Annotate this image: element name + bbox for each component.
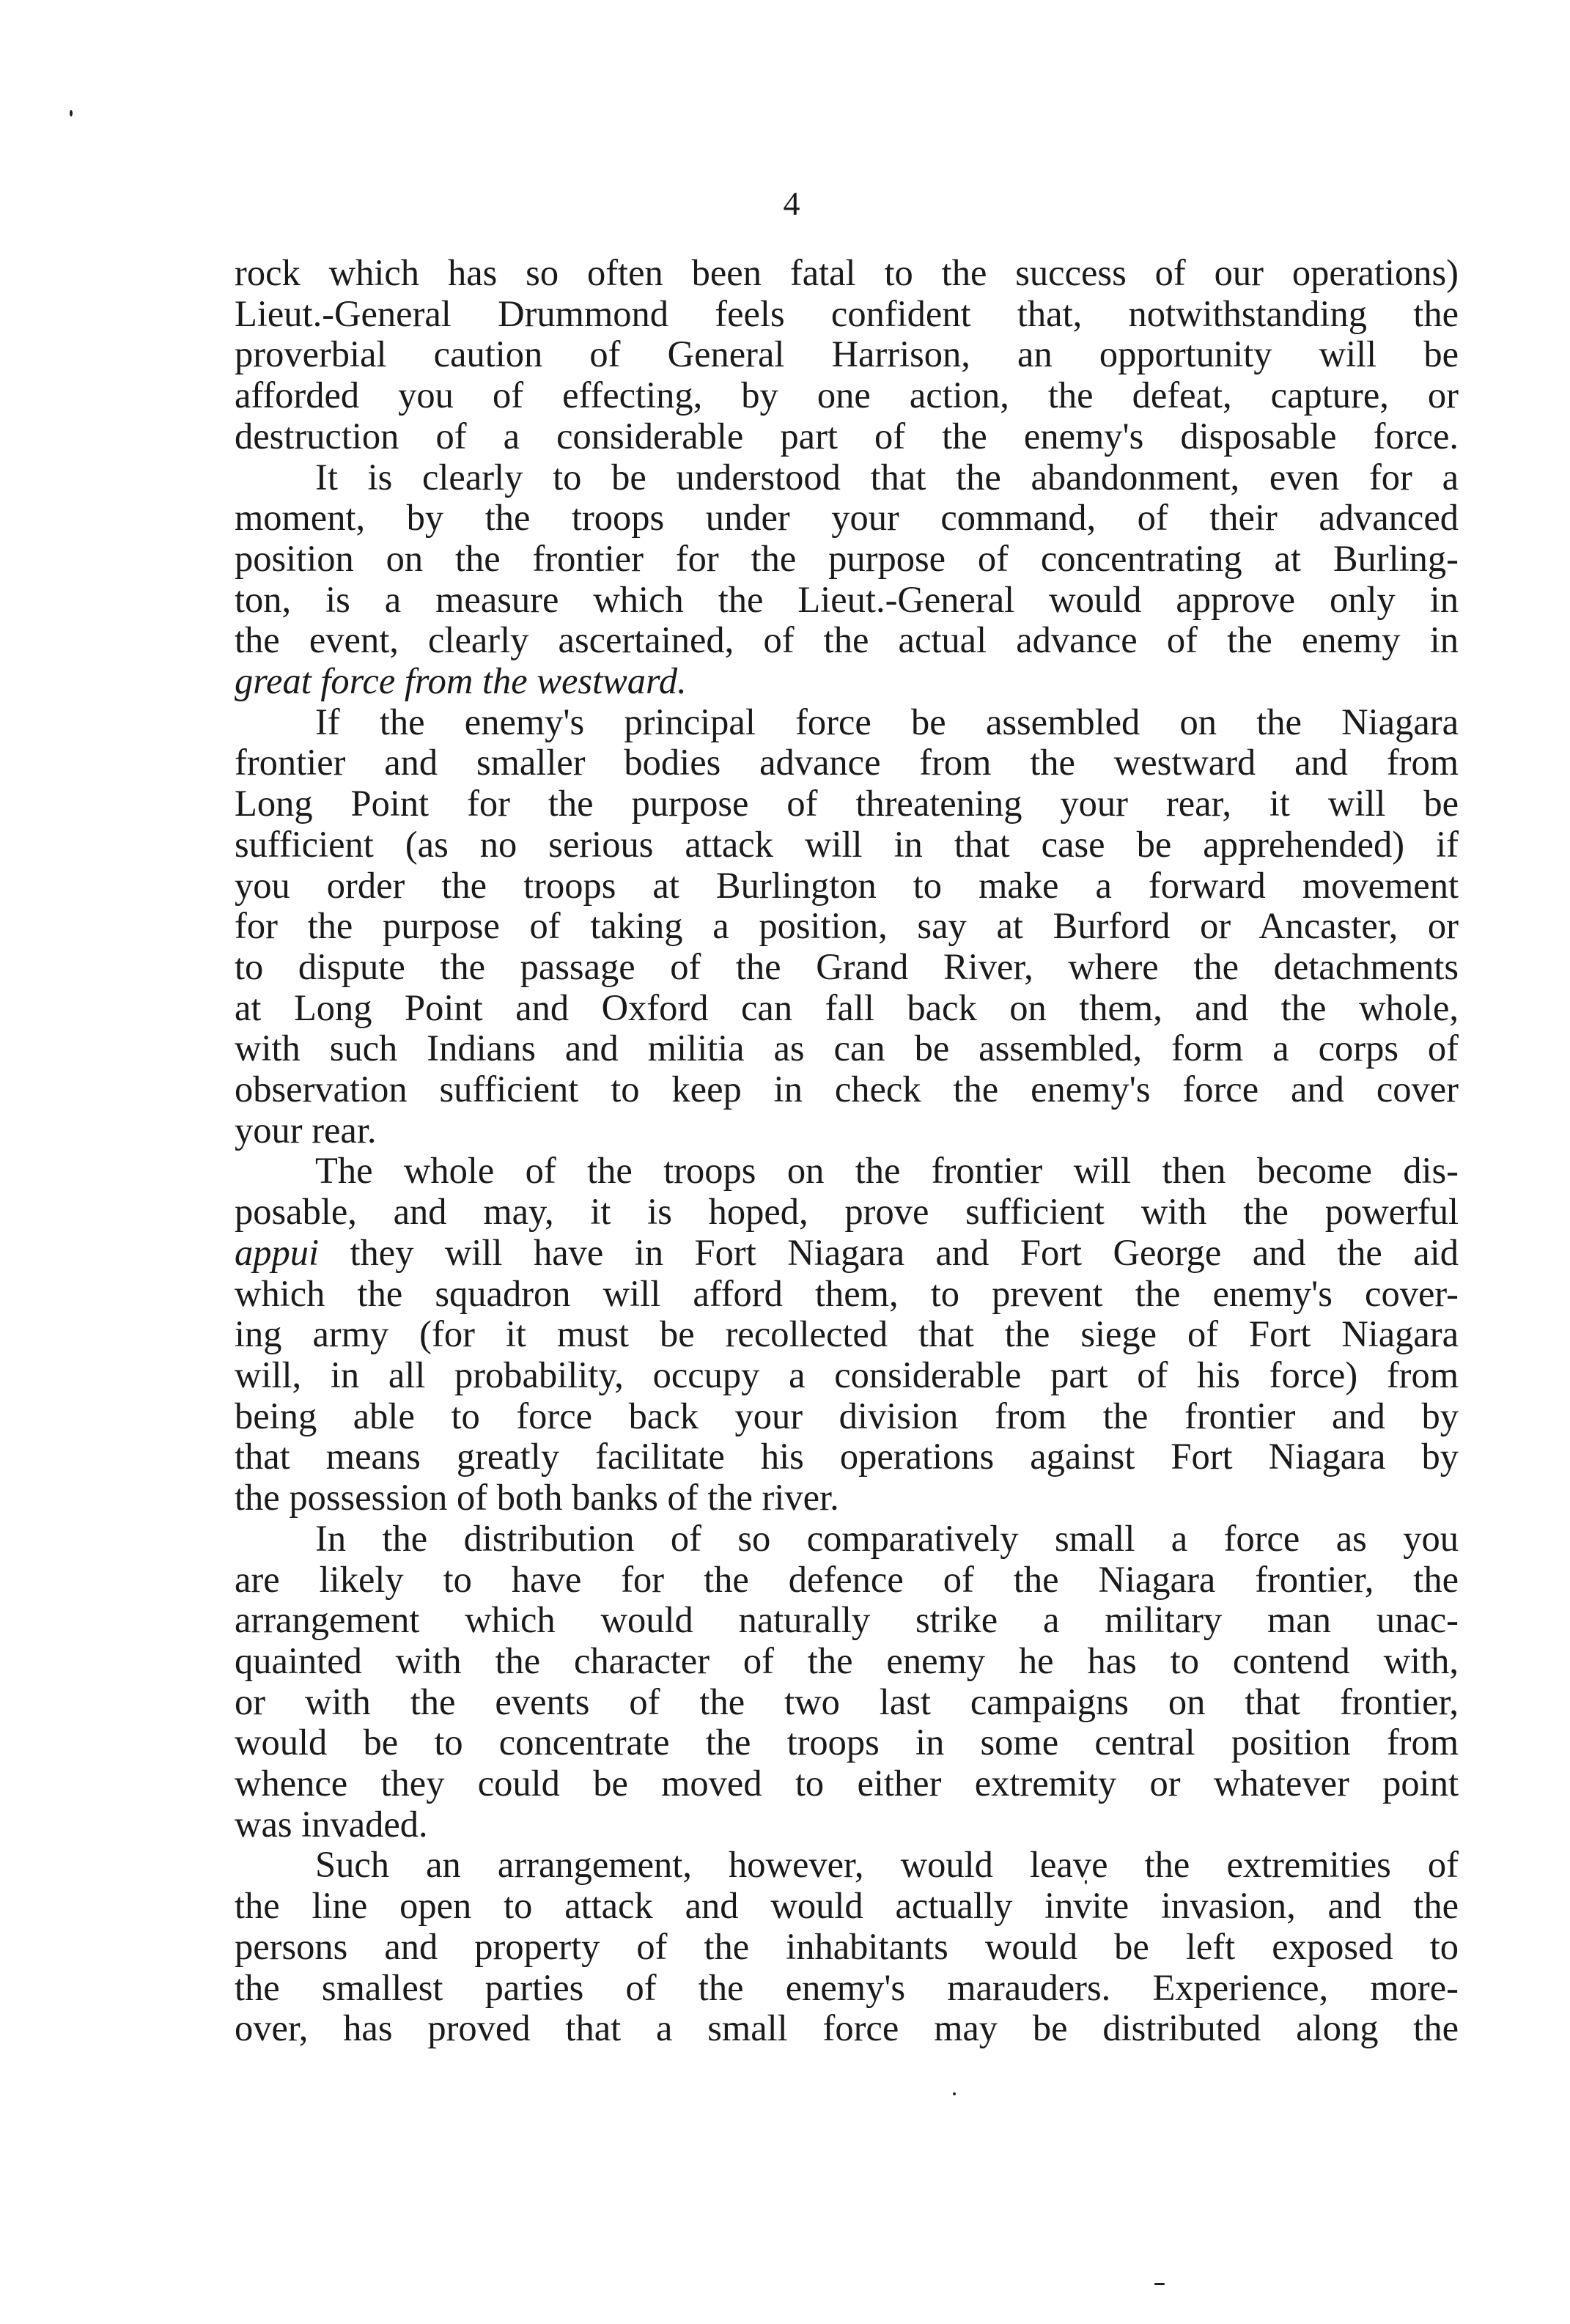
- text-line: persons and property of the inhabitants would be left exposed to: [235, 1925, 1459, 1967]
- text-line: quainted with the character of the enemy he has to contend with,: [235, 1639, 1459, 1681]
- text-line: ing army (for it must be recollected that the siege of Fort Niagara: [235, 1313, 1459, 1355]
- text-line: posable, and may, it is hoped, prove sufficient with the powerful: [235, 1191, 1459, 1233]
- text-line: the smallest parties of the enemy's marauders. Experience, more-: [235, 1966, 1459, 2008]
- text-line: ton, is a measure which the Lieut.-General would approve only in: [235, 578, 1459, 620]
- text-line: with such Indians and militia as can be assembled, form a corps of: [235, 1028, 1459, 1069]
- text-line: will, in all probability, occupy a considerable part of his force) from: [235, 1354, 1459, 1395]
- paragraph-6: [235, 1845, 1459, 2049]
- text-line: great force from the westward.: [235, 660, 687, 702]
- scan-speck: [953, 2092, 956, 2095]
- text-line: position on the frontier for the purpose of concentrating at Burling-: [235, 537, 1459, 579]
- text-line: afforded you of effecting, by one action, the defeat, capture, or: [235, 375, 1459, 416]
- text-line: the event, clearly ascertained, of the actual advance of the enemy in: [235, 619, 1459, 661]
- italic-term: appui: [235, 1231, 320, 1273]
- text-line: to dispute the passage of the Grand River, where the detachments: [235, 945, 1459, 987]
- text-line: If the enemy's principal force be assembled on the Niagara: [315, 701, 1459, 742]
- text-line: rock which has so often been fatal to the success of our operations): [235, 252, 1459, 293]
- text-line: you order the troops at Burlington to make a forward movement: [235, 864, 1459, 906]
- text-line: that means greatly facilitate his operations against Fort Niagara by: [235, 1436, 1459, 1478]
- text-line: whence they could be moved to either extremity or whatever point: [235, 1763, 1459, 1804]
- scan-speck: [70, 110, 73, 117]
- text-line: over, has proved that a small force may be distributed along the: [235, 2007, 1459, 2049]
- text-line: moment, by the troops under your command, of their advanced: [235, 497, 1459, 539]
- text-line: at Long Point and Oxford can fall back on them, and the whole,: [235, 986, 1459, 1028]
- text-line: Lieut.-General Drummond feels confident that, notwithstanding the: [235, 292, 1459, 334]
- text-line: The whole of the troops on the frontier will then become dis-: [315, 1150, 1459, 1192]
- text-line: frontier and smaller bodies advance from the westward and from: [235, 742, 1459, 783]
- text-line: In the distribution of so comparatively small a force as you: [315, 1517, 1459, 1559]
- paragraph-5: [235, 1519, 1459, 1845]
- text-line: the line open to attack and would actually invite invasion, and the: [235, 1885, 1459, 1927]
- text-line: are likely to have for the defence of the Niagara frontier, the: [235, 1558, 1459, 1600]
- text-line: or with the events of the two last campaigns on that frontier,: [235, 1681, 1459, 1722]
- text-line: for the purpose of taking a position, say at Burford or Ancaster, or: [235, 905, 1459, 947]
- text-line: was invaded.: [235, 1803, 428, 1845]
- paragraph-4: [235, 1151, 1459, 1518]
- text-line: which the squadron will afford them, to prevent the enemy's cover-: [235, 1272, 1459, 1314]
- text-line: would be to concentrate the troops in some central position from: [235, 1722, 1459, 1763]
- page-number: 4: [783, 185, 800, 222]
- text-line: It is clearly to be understood that the abandonment, even for a: [315, 456, 1459, 498]
- body-text: [235, 253, 1459, 2049]
- text-line: proverbial caution of General Harrison, an opportunity will be: [235, 333, 1459, 375]
- text-line: sufficient (as no serious attack will in that case be apprehended) if: [235, 823, 1459, 865]
- text-line: being able to force back your division from the frontier and by: [235, 1395, 1459, 1436]
- scan-speck: [1154, 2283, 1165, 2285]
- paragraph-2: [235, 457, 1459, 702]
- text-line: appui they will have in Fort Niagara and Fort George and the aid: [235, 1231, 1459, 1273]
- text-line: destruction of a considerable part of the enemy's disposable force.: [235, 415, 1459, 457]
- text-line: Long Point for the purpose of threatening your rear, it will be: [235, 783, 1459, 825]
- paragraph-1: [235, 253, 1459, 457]
- text-line: arrangement which would naturally strike a military man unac-: [235, 1599, 1459, 1641]
- text-line: your rear.: [235, 1109, 377, 1151]
- paragraph-3: [235, 702, 1459, 1151]
- text-line: observation sufficient to keep in check the enemy's force and cover: [235, 1069, 1459, 1110]
- text-line: Such an arrangement, however, would leave the extremities of: [315, 1844, 1459, 1886]
- text-line: the possession of both banks of the river.: [235, 1477, 839, 1519]
